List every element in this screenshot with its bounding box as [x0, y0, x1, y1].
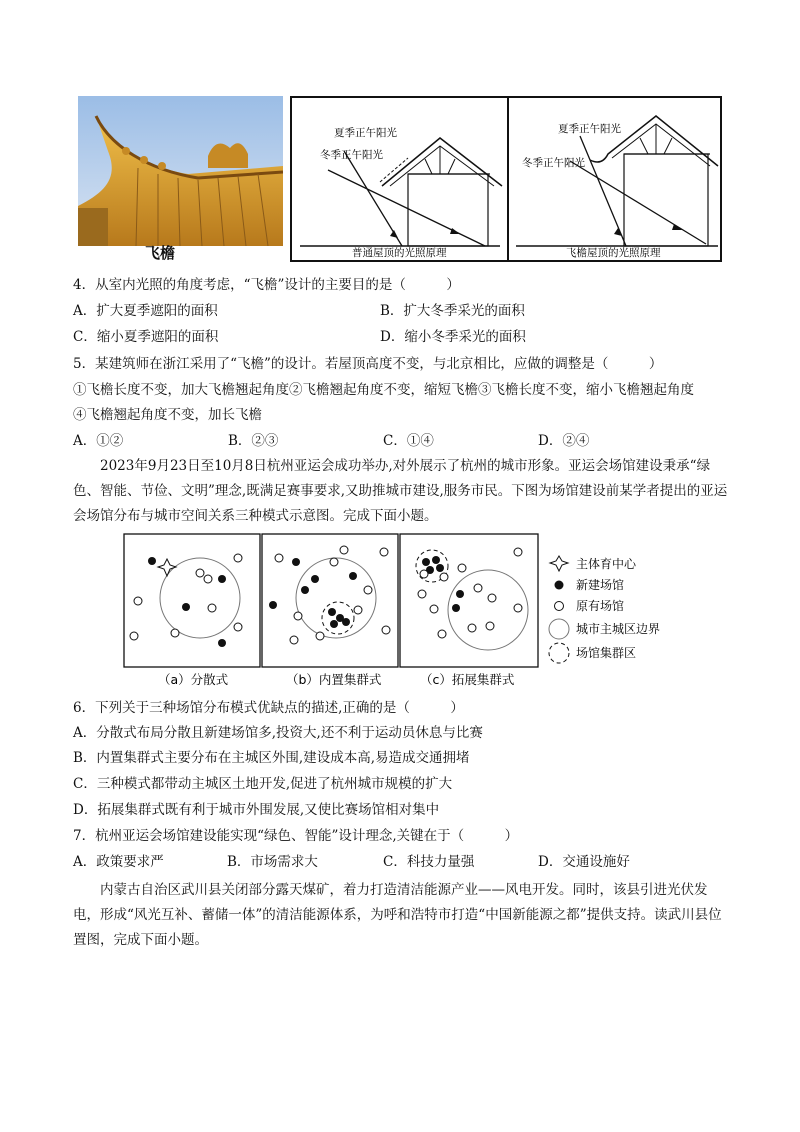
- left-winter-label: 冬季正午阳光: [320, 149, 383, 161]
- flying-eaves-photo: [78, 96, 283, 246]
- q6-option-a: A．分散式布局分散且新建场馆多,投资大,还不利于运动员休息与比赛: [73, 725, 483, 741]
- caption-internal-cluster: （b）内置集群式: [286, 672, 382, 687]
- city-boundary-icon: [549, 619, 569, 639]
- caption-dispersed: （a）分散式: [158, 672, 229, 687]
- q4-option-a: A．扩大夏季遮阳的面积: [73, 303, 218, 319]
- q4-option-d: D．缩小冬季采光的面积: [380, 329, 526, 345]
- new-venue-icon: [555, 581, 564, 590]
- photo-caption: 飞檐: [145, 244, 176, 262]
- venue-cluster-icon: [549, 643, 569, 663]
- venue-mode-diagram: [122, 532, 682, 692]
- right-summer-label: 夏季正午阳光: [558, 123, 621, 135]
- left-caption: 普通屋顶的光照原理: [352, 247, 447, 259]
- q7-option-c: C．科技力量强: [383, 854, 475, 870]
- left-summer-label: 夏季正午阳光: [334, 127, 397, 139]
- main-sports-center-icon: [550, 556, 568, 571]
- q7-stem: 7．杭州亚运会场馆建设能实现“绿色、智能”设计理念,关键在于（ ）: [73, 828, 519, 844]
- wuchuan-intro: 内蒙古自治区武川县关闭部分露天煤矿，着力打造清洁能源产业——风电开发。同时，该县引进光伏发电，形成“风光互补、蓄储一体”的清洁能源体系，为呼和浩特市打造“中国新能源之都”提供支持。读武川县位置图，完成下面小题。: [73, 882, 722, 948]
- right-caption: 飞檐屋顶的光照原理: [566, 247, 661, 259]
- q4-stem: 4．从室内光照的角度考虑，“飞檐”设计的主要目的是（ ）: [73, 277, 460, 293]
- q6-option-b: B．内置集群式主要分布在主城区外围,建设成本高,易造成交通拥堵: [73, 750, 470, 766]
- eave-lighting-diagrams: [290, 96, 722, 262]
- existing-venue-icon: [555, 602, 564, 611]
- right-winter-label: 冬季正午阳光: [522, 157, 585, 169]
- q4-option-b: B．扩大冬季采光的面积: [380, 303, 525, 319]
- q6-option-c: C．三种模式都带动主城区土地开发,促进了杭州城市规模的扩大: [73, 776, 453, 792]
- q5-stem: 5．某建筑师在浙江采用了“飞檐”的设计。若屋顶高度不变，与北京相比，应做的调整是（ ）: [73, 356, 663, 372]
- q7-option-d: D．交通设施好: [538, 854, 630, 870]
- q7-option-b: B．市场需求大: [227, 854, 318, 870]
- q5-statement-line-2: ④飞檐翘起角度不变，加长飞檐: [73, 407, 262, 423]
- legend: [549, 556, 660, 663]
- legend-venue-cluster: 场馆集群区: [576, 646, 637, 660]
- q6-option-d: D．拓展集群式既有利于城市外围发展,又使比赛场馆相对集中: [73, 802, 440, 818]
- legend-new-venue: 新建场馆: [576, 578, 625, 592]
- legend-main-center: 主体育中心: [576, 557, 637, 571]
- q5-option-d: D．②④: [538, 433, 590, 449]
- asian-games-intro: 2023年9月23日至10月8日杭州亚运会成功举办,对外展示了杭州的城市形象。亚运会场馆建设秉承“绿色、智能、节俭、文明”理念,既满足赛事要求,又助推城市建设,服务市民。下图为场馆建设前某学者提出的亚运会场馆分布与城市空间关系三种模式示意图。完成下面小题。: [73, 458, 728, 524]
- q5-option-c: C．①④: [383, 433, 434, 449]
- q6-stem: 6．下列关于三种场馆分布模式优缺点的描述,正确的是（ ）: [73, 700, 464, 716]
- q5-option-a: A．①②: [73, 433, 124, 449]
- caption-expansion-cluster: （c）拓展集群式: [420, 672, 515, 687]
- legend-existing-venue: 原有场馆: [576, 599, 625, 613]
- q7-option-a: A．政策要求严: [73, 854, 164, 870]
- q4-option-c: C．缩小夏季遮阳的面积: [73, 329, 219, 345]
- q5-statement-line-1: ①飞檐长度不变，加大飞檐翘起角度②飞檐翘起角度不变，缩短飞檐③飞檐长度不变，缩小飞檐翘起角度: [73, 382, 694, 398]
- q5-option-b: B．②③: [228, 433, 279, 449]
- legend-city-boundary: 城市主城区边界: [576, 622, 661, 636]
